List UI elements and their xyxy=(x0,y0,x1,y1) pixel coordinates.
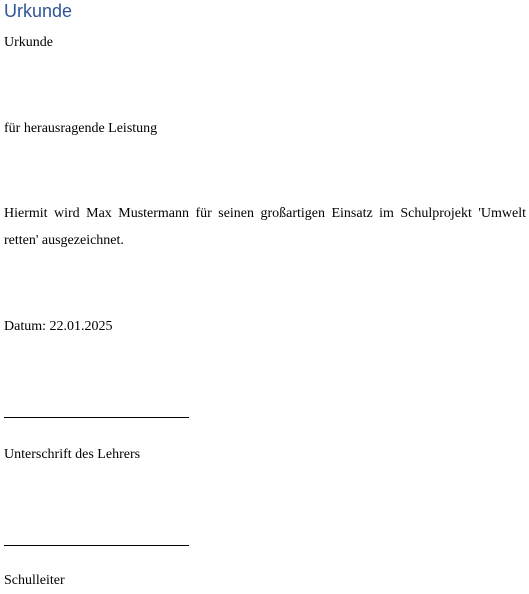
signature-label-principal: Schulleiter xyxy=(4,573,65,588)
certificate-subtitle: für herausragende Leistung xyxy=(4,121,158,136)
document-heading: Urkunde xyxy=(4,1,73,21)
date-line: Datum: 22.01.2025 xyxy=(4,319,113,334)
signature-line-teacher xyxy=(4,417,189,418)
certificate-title: Urkunde xyxy=(4,35,53,50)
certificate-body-text: Hiermit wird Max Mustermann für seinen großartigen Einsatz im Schulprojekt 'Umwelt retten' ausgezeichnet. xyxy=(4,206,526,248)
signature-label-teacher: Unterschrift des Lehrers xyxy=(4,447,141,462)
signature-line-principal xyxy=(4,545,189,546)
